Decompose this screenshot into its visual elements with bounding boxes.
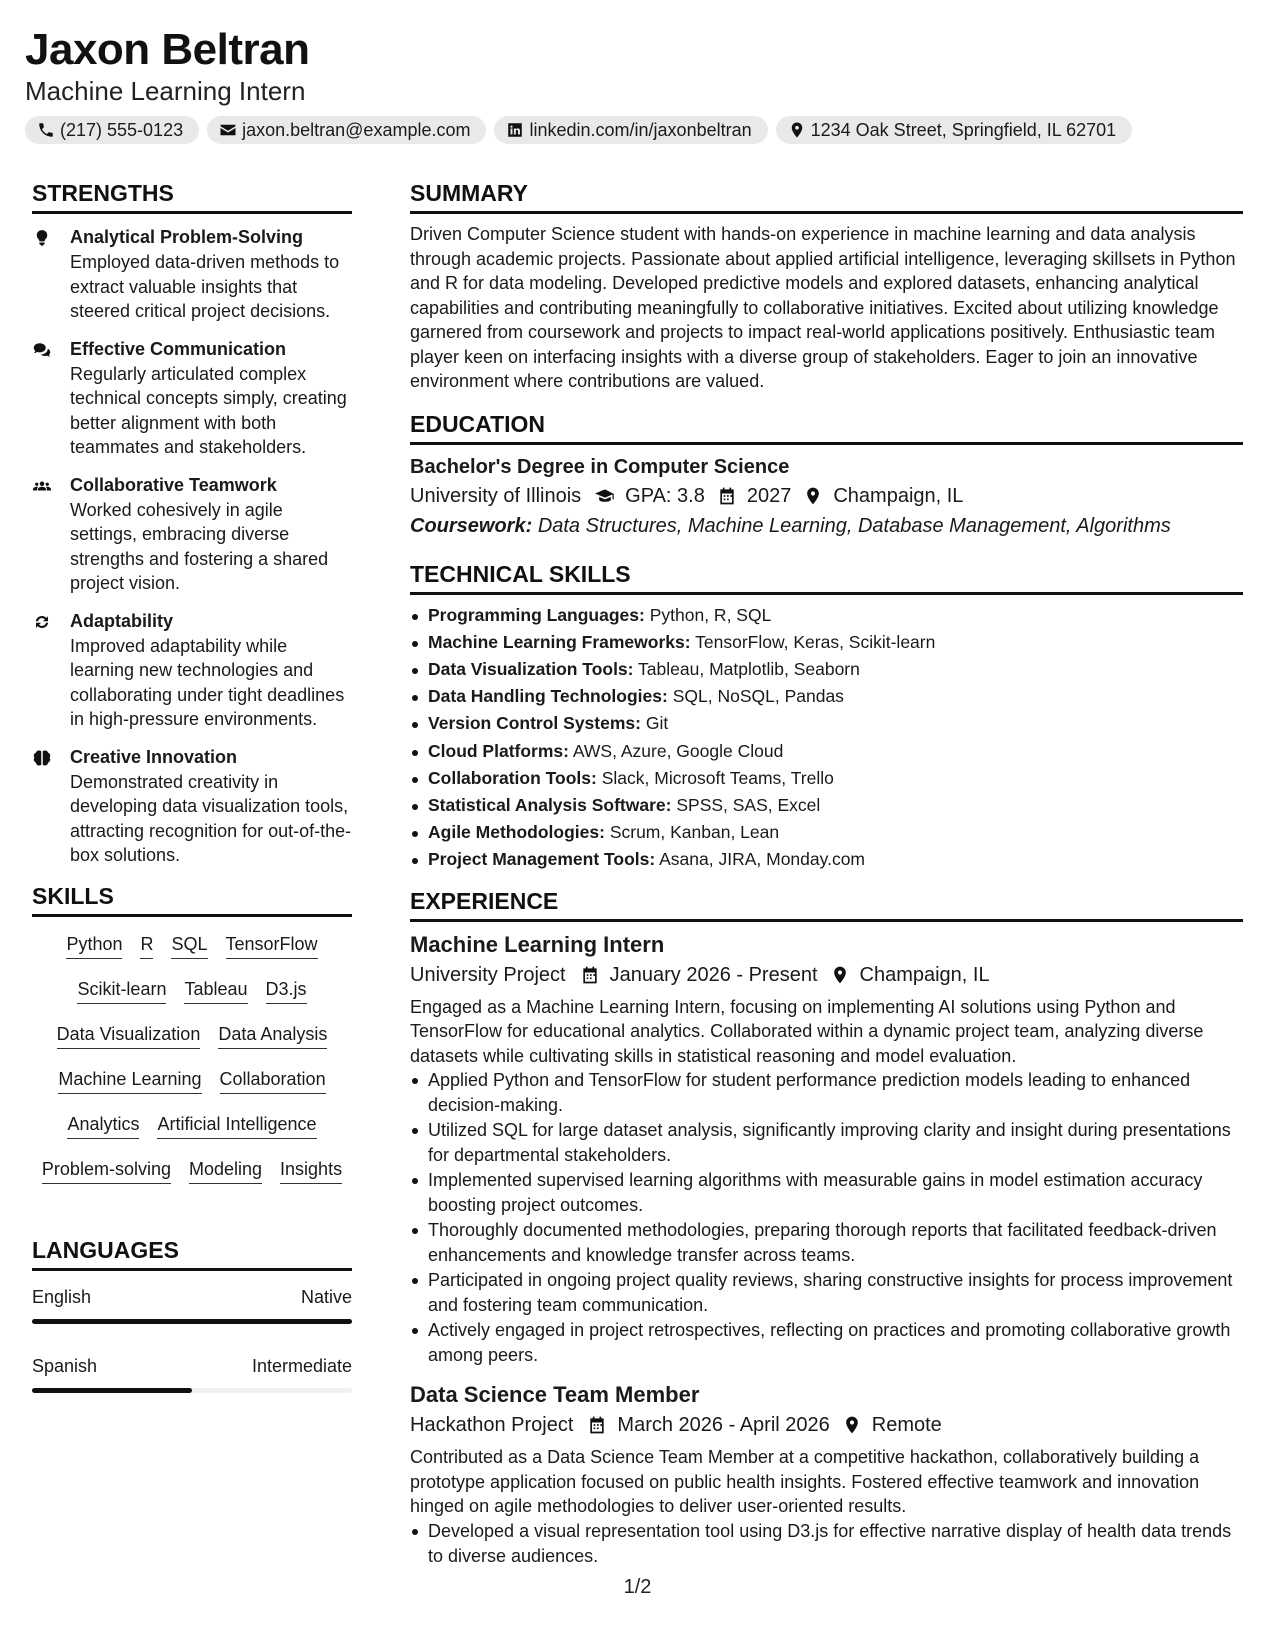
brain-icon [32,749,52,767]
technical-skill-value: SPSS, SAS, Excel [676,794,821,815]
language-name: Spanish [32,1355,98,1376]
map-marker-icon [842,1415,862,1435]
job-bullet: Actively engaged in project retrospectives, reflecting on practices and promoting collaborative growth among peers. [410,1318,1243,1368]
summary-text: Driven Computer Science student with hands-on experience in machine learning and data analysis through academic projects. Passionate about applied artificial intelligence, leveraging skillsets in Python and R for data modeling. Developed predictive models and explored datasets, enhancing analytical capabilities and contributing meaningfully to collaborative initiatives. Excited about utilizing knowledge garnered from coursework and projects to impact real-world applications positively. Enthusiastic team player keen on interfacing insights with a diverse group of stakeholders. Eager to join an innovative environment where contributions are valued. [410,224,1236,391]
job-organization: Hackathon Project [410,1414,574,1437]
technical-skill-label: Collaboration Tools: [428,767,597,788]
experience-heading: EXPERIENCE [410,886,1243,922]
technical-skill-value: SQL, NoSQL, Pandas [672,686,844,707]
language-item [32,1285,352,1324]
technical-skill-label: Machine Learning Frameworks: [428,631,691,652]
skill-tag: D3.js [266,976,307,1004]
technical-skill-label: Programming Languages: [428,604,645,625]
job-bullet: Participated in ongoing project quality reviews, sharing constructive insights for process improvement and fostering team communication. [410,1268,1243,1318]
contact-address-text: 1234 Oak Street, Springfield, IL 62701 [810,119,1117,140]
technical-skill-label: Project Management Tools: [428,849,656,870]
school-name: University of Illinois [410,484,582,507]
strength-title: Collaborative Teamwork [70,474,277,495]
strength-title: Adaptability [70,610,174,631]
language-name: English [32,1286,92,1307]
right-column [410,178,1243,1569]
job-location: Remote [871,1414,942,1437]
languages-heading: LANGUAGES [32,1235,352,1271]
coursework-label: Coursework: [410,514,533,537]
strength-item [32,745,352,868]
strengths-list [32,225,352,868]
job-meta [410,960,1243,990]
strength-item [32,473,352,596]
technical-skill-value: Python, R, SQL [649,604,772,625]
candidate-role: Machine Learning Intern [25,76,306,106]
language-item [32,1354,352,1393]
skill-tag: Tableau [184,976,247,1004]
skill-tag: Artificial Intelligence [157,1111,316,1139]
job-location: Champaign, IL [859,963,990,986]
job-dates: March 2026 - April 2026 [617,1414,830,1437]
contact-address[interactable] [776,116,1133,144]
language-proficiency-fill [32,1388,192,1393]
job-title: Machine Learning Intern [410,931,665,957]
technical-skill-item [410,710,1243,737]
summary-heading: SUMMARY [410,178,1243,214]
languages-list [32,1285,352,1393]
technical-skill-value: Git [645,713,669,734]
strength-description: Improved adaptability while learning new technologies and collaborating under tight deadlines in high-pressure environments. [70,635,345,729]
contact-phone-text: (217) 555-0123 [60,119,184,140]
map-marker-icon [803,486,823,506]
contact-linkedin[interactable] [494,116,767,144]
job-bullet: Applied Python and TensorFlow for student performance prediction models leading to enhanced decision-making. [410,1068,1243,1118]
degree-title: Bachelor's Degree in Computer Science [410,455,790,478]
technical-skill-item [410,683,1243,710]
language-proficiency-fill [32,1319,352,1324]
technical-skill-item [410,629,1243,656]
technical-skill-label: Statistical Analysis Software: [428,794,672,815]
graduation-year: 2027 [746,484,792,507]
technical-skill-value: AWS, Azure, Google Cloud [572,740,784,761]
strength-item [32,609,352,732]
job-dates: January 2026 - Present [609,963,818,986]
resume-header [25,24,1255,144]
skill-tag: Machine Learning [58,1066,201,1094]
language-level: Intermediate [251,1355,352,1376]
comments-icon [32,341,52,359]
technical-skill-label: Cloud Platforms: [428,740,569,761]
job-title: Data Science Team Member [410,1382,700,1408]
technical-skill-item [410,656,1243,683]
strengths-heading: STRENGTHS [32,178,352,214]
calendar-icon [580,965,600,985]
language-proficiency-bar [32,1319,352,1324]
technical-skill-item [410,765,1243,792]
strength-item [32,225,352,324]
technical-skill-value: Asana, JIRA, Monday.com [659,849,865,870]
skill-tag: R [140,931,153,959]
strength-description: Regularly articulated complex technical concepts simply, creating better alignment with both teammates and stakeholders. [70,363,347,457]
contact-bar [25,116,1255,144]
contact-email-text: jaxon.beltran@example.com [242,119,471,140]
technical-skills-heading: TECHNICAL SKILLS [410,559,1243,595]
strength-item [32,337,352,460]
technical-skill-label: Data Visualization Tools: [428,658,634,679]
job-meta [410,1410,1243,1440]
page-number: 1/2 [623,1576,652,1598]
skill-tag: Collaboration [220,1066,326,1094]
skill-tag: Python [66,931,122,959]
calendar-icon [587,1415,607,1435]
linkedin-icon [506,121,524,139]
skill-tag: Analytics [67,1111,139,1139]
skill-tag: Problem-solving [42,1156,171,1184]
candidate-name: Jaxon Beltran [25,25,310,74]
calendar-icon [717,486,737,506]
contact-linkedin-text: linkedin.com/in/jaxonbeltran [529,119,752,140]
job-bullets [410,1519,1243,1569]
skill-tag: SQL [171,931,207,959]
lightbulb-icon [32,229,52,247]
technical-skills-list [410,602,1243,874]
sync-icon [32,613,52,631]
job-bullet: Utilized SQL for large dataset analysis, significantly improving clarity and insight during presentations for departmental stakeholders. [410,1118,1243,1168]
job-organization: University Project [410,963,566,986]
job-entry [410,930,1243,1369]
gpa: GPA: 3.8 [625,484,705,507]
strength-title: Effective Communication [70,338,287,359]
users-icon [32,477,52,495]
strength-description: Employed data-driven methods to extract valuable insights that steered critical project decisions. [70,252,340,321]
technical-skill-value: Slack, Microsoft Teams, Trello [601,767,834,788]
skill-tag: TensorFlow [226,931,318,959]
map-marker-icon [788,121,806,139]
skill-tag: Modeling [189,1156,262,1184]
technical-skill-value: Scrum, Kanban, Lean [609,822,780,843]
job-description: Contributed as a Data Science Team Member at a competitive hackathon, collaboratively building a prototype application focused on public health insights. Fostered effective teamwork and innovation hinged on agile methodologies to deliver user-oriented results. [410,1447,1200,1517]
technical-skill-item [410,602,1243,629]
technical-skill-item [410,792,1243,819]
job-bullet: Thoroughly documented methodologies, preparing thorough reports that facilitated feedback-driven enhancements and knowledge transfer across teams. [410,1218,1243,1268]
technical-skill-value: TensorFlow, Keras, Scikit-learn [695,631,936,652]
skill-tag: Insights [280,1156,342,1184]
technical-skill-label: Version Control Systems: [428,713,641,734]
left-column [32,178,352,1423]
job-description: Engaged as a Machine Learning Intern, focusing on implementing AI solutions using Python and TensorFlow for educational analytics. Collaborated within a dynamic project team, analyzing diverse datasets while cultivating skills in statistical reasoning and model evaluation. [410,996,1204,1066]
technical-skill-value: Tableau, Matplotlib, Seaborn [638,658,860,679]
skill-tag: Scikit-learn [77,976,166,1004]
envelope-icon [219,121,237,139]
skills-list [32,917,352,1201]
education-meta [410,481,1243,511]
technical-skill-label: Data Handling Technologies: [428,686,668,707]
language-level: Native [300,1286,352,1307]
phone-icon [37,121,55,139]
strength-title: Creative Innovation [70,746,238,767]
technical-skill-label: Agile Methodologies: [428,822,605,843]
technical-skill-item [410,738,1243,765]
skills-heading: SKILLS [32,881,352,917]
job-bullets [410,1068,1243,1368]
education-heading: EDUCATION [410,409,1243,445]
technical-skill-item [410,819,1243,846]
job-bullet: Developed a visual representation tool using D3.js for effective narrative display of health data trends to diverse audiences. [410,1519,1243,1569]
strength-description: Demonstrated creativity in developing data visualization tools, attracting recognition for out-of-the-box solutions. [70,771,352,865]
map-marker-icon [830,965,850,985]
strength-title: Analytical Problem-Solving [70,227,304,247]
skill-tag: Data Analysis [218,1021,327,1049]
school-location: Champaign, IL [833,484,964,507]
strength-description: Worked cohesively in agile settings, embracing diverse strengths and fostering a shared project vision. [70,499,329,593]
language-proficiency-bar [32,1388,352,1393]
technical-skill-item [410,846,1243,873]
contact-email[interactable] [207,116,486,144]
graduation-cap-icon [595,486,615,506]
coursework-list: Data Structures, Machine Learning, Database Management, Algorithms [537,514,1171,537]
job-entry [410,1380,1243,1569]
skill-tag: Data Visualization [57,1021,201,1049]
contact-phone[interactable] [25,116,199,144]
job-bullet: Implemented supervised learning algorithms with measurable gains in model estimation accuracy boosting project outcomes. [410,1168,1243,1218]
coursework [410,511,1243,541]
